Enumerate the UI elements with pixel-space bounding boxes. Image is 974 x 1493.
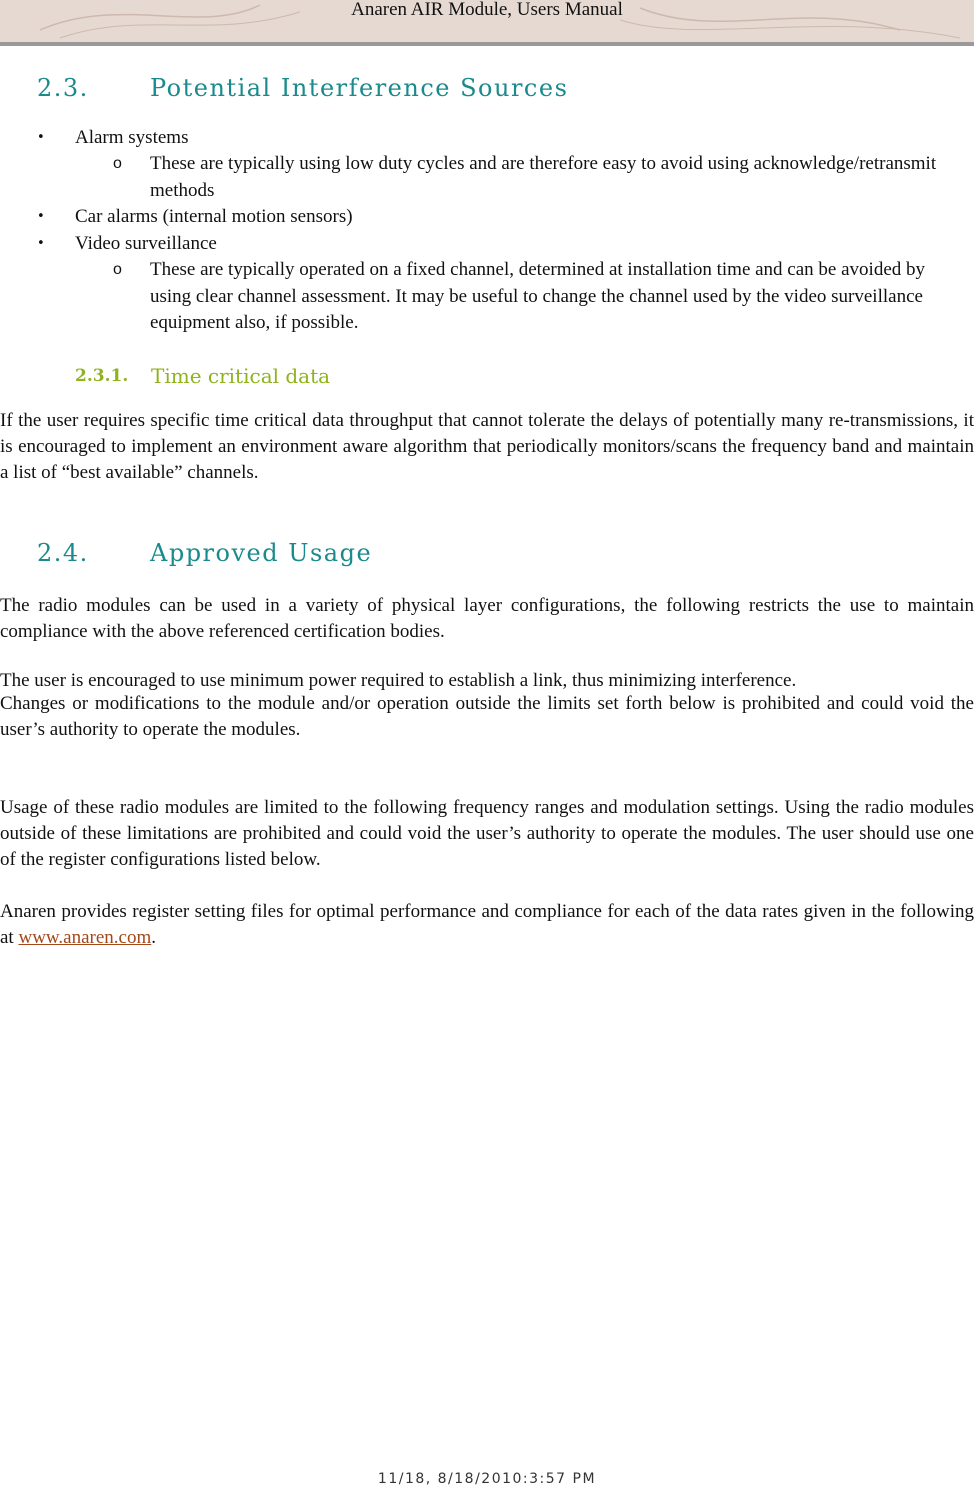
sub-list-item-text: These are typically using low duty cycles and are therefore easy to avoid using acknowledge/retransmit methods	[150, 153, 937, 201]
approved-usage-paragraph-4: Usage of these radio modules are limited to the following frequency ranges and modulation settings. Using the radio modules outside of these limitations are prohibited and could void the user’s authority to operate the modules. The user should use one of the register configurations listed below.	[0, 797, 974, 870]
approved-usage-paragraph-3: Changes or modifications to the module and/or operation outside the limits set forth below is prohibited and could void the user’s authority to operate the modules.	[0, 693, 974, 740]
time-critical-paragraph: If the user requires specific time critical data throughput that cannot tolerate the delays of potentially many re-transmissions, it is encouraged to implement an environment aware algorithm that periodically monitors/scans the frequency band and maintain a list of “best available” channels.	[0, 410, 974, 483]
section-title: Approved Usage	[150, 539, 373, 567]
approved-usage-paragraph-2: The user is encouraged to use minimum power required to establish a link, thus minimizing interference.	[0, 670, 797, 691]
paragraph-text-end: .	[151, 927, 156, 948]
subsection-title: Time critical data	[151, 364, 331, 388]
paragraph-text: Anaren provides register setting files for optimal performance and compliance for each of the data rates given in the following at	[0, 901, 974, 948]
page-header	[0, 0, 974, 46]
sub-bullet-marker: o	[113, 261, 122, 278]
bullet-marker: •	[37, 130, 45, 145]
subsection-number: 2.3.1.	[75, 366, 129, 386]
sub-list-item-text: These are typically operated on a fixed channel, determined at installation time and can be avoided by using clear channel assessment. It may be useful to change the channel used by the video surveillance equipment also, if possible.	[150, 259, 926, 333]
sub-bullet-marker: o	[113, 155, 122, 172]
page-footer-timestamp: 11/18, 8/18/2010:3:57 PM	[377, 1471, 597, 1487]
section-number: 2.4.	[37, 539, 89, 567]
sub-list-item-alarm-note	[113, 151, 959, 204]
list-item-text: Car alarms (internal motion sensors)	[75, 206, 353, 227]
approved-usage-paragraph-1: The radio modules can be used in a variety of physical layer configurations, the following restricts the use to maintain compliance with the above referenced certification bodies.	[0, 595, 974, 642]
list-item-text: Alarm systems	[75, 127, 189, 148]
approved-usage-paragraph-5	[0, 899, 974, 951]
anaren-website-link[interactable]: www.anaren.com	[18, 927, 152, 948]
list-item-text: Video surveillance	[75, 233, 217, 254]
section-title: Potential Interference Sources	[150, 74, 569, 102]
sub-list-item-video-note	[113, 257, 959, 337]
bullet-marker: •	[37, 236, 45, 251]
document-title: Anaren AIR Module, Users Manual	[351, 0, 623, 20]
section-number: 2.3.	[37, 74, 89, 102]
bullet-marker: •	[37, 209, 45, 224]
